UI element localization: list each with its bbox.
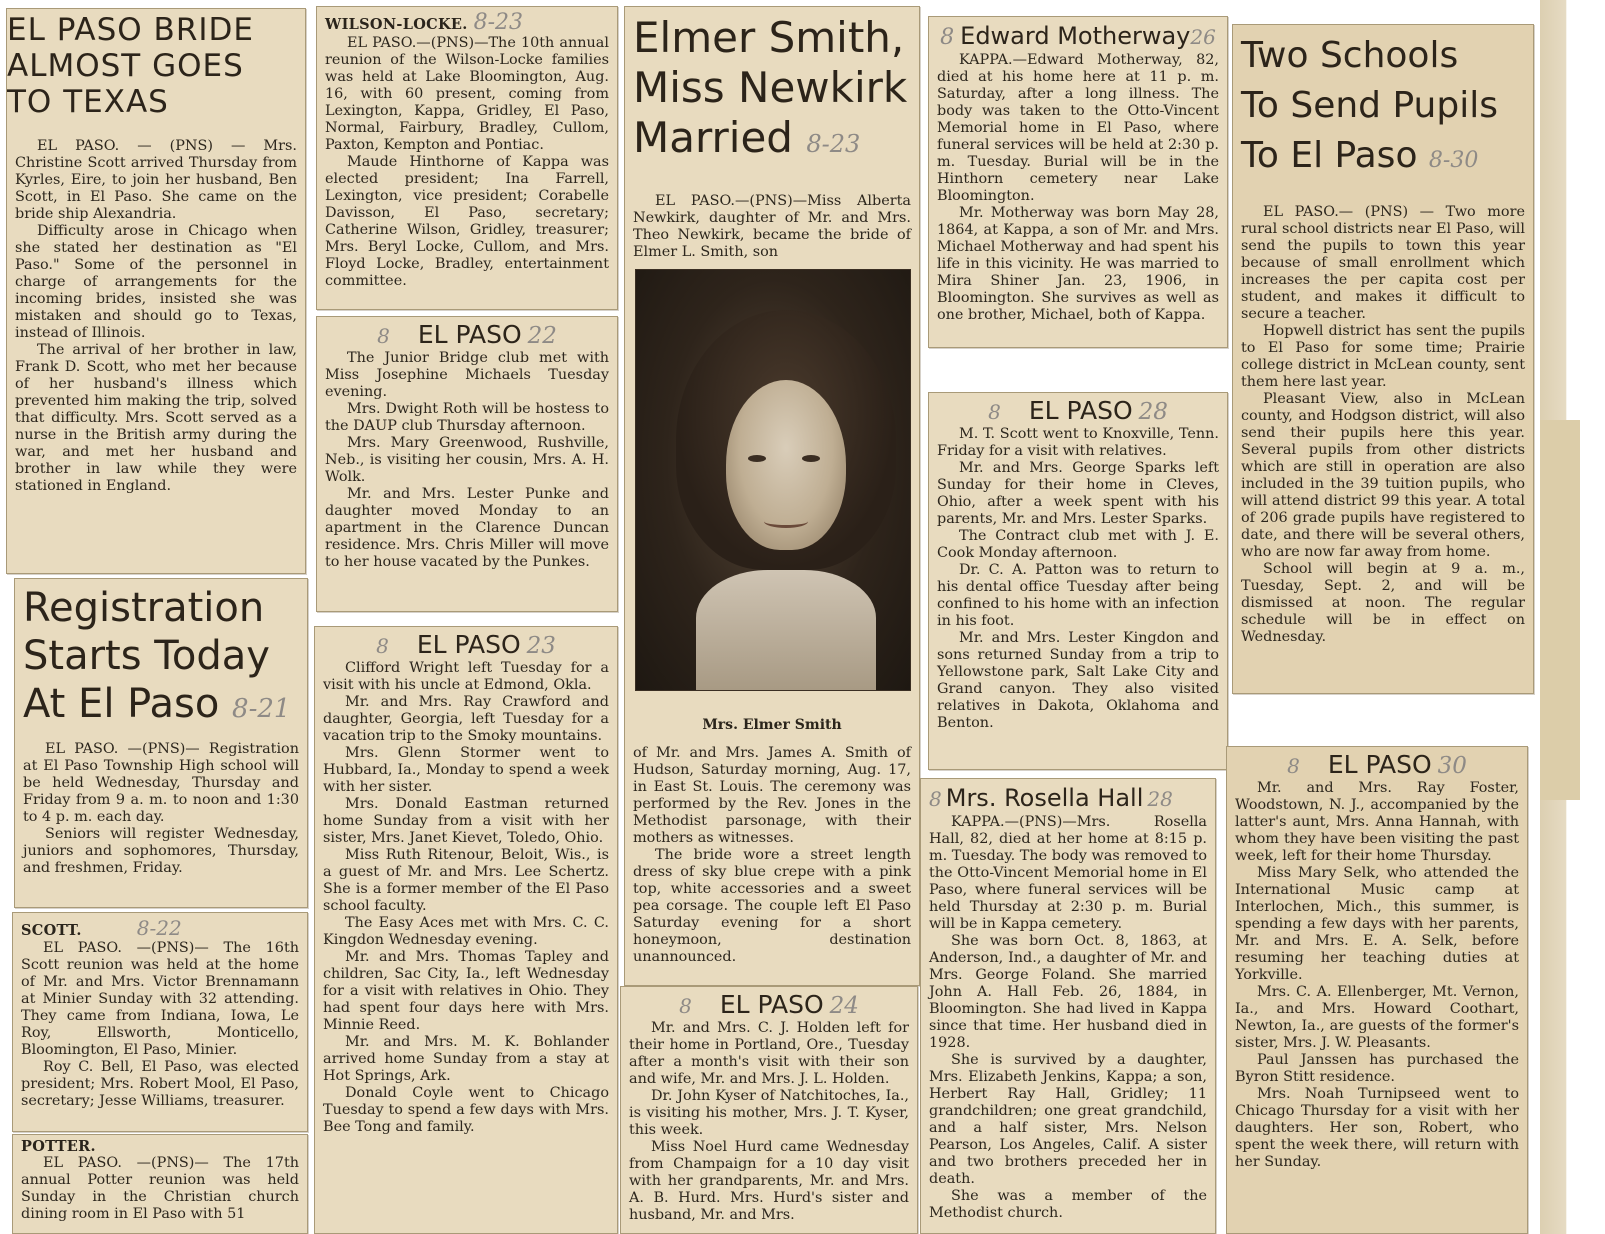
paragraph: Maude Hinthorne of Kappa was elected president; Ina Farrell, Lexington, vice president; Corabelle Davisson, El Paso, secretary; Catherine Wilson, Gridley, treasurer; Mrs. Beryl Locke, Cullom, and Mrs. Floyd Locke, Bradley, entertainment committee. <box>325 154 609 289</box>
registration-clipping <box>14 578 308 908</box>
hall-body <box>929 814 1207 1222</box>
bride-body <box>15 138 297 495</box>
portrait-collar <box>696 570 876 690</box>
paragraph: of Mr. and Mrs. James A. Smith of Hudson, Saturday morning, Aug. 17, in East St. Louis. The ceremony was performed by the Rev. Jones in the Methodist parsonage, with their mothers as witnesses. <box>633 745 911 846</box>
schools-headline-line: Two Schools <box>1241 35 1459 76</box>
motherway-heading <box>937 20 1219 52</box>
paragraph: EL PASO.— (PNS) — Two more rural school districts near El Paso, will send the pupils to town this year because of small enrollment which increases the per capita cost per student, and makes it difficult to secure a teacher. <box>1241 204 1525 322</box>
paragraph: EL PASO. — (PNS) — Mrs. Christine Scott arrived Thursday from Kyrles, Eire, to join her husband, Ben Scott, in El Paso. She came on the bride ship Alexandria. <box>15 138 297 222</box>
scott-clipping <box>12 912 308 1132</box>
paragraph: Mr. Motherway was born May 28, 1864, at Kappa, a son of Mr. and Mrs. Michael Motherway and had spent his life in this vicinity. He was married to Mira Shiner Jan. 23, 1906, in Bloomington. She survives as well as one brother, Michael, both of Kappa. <box>937 205 1219 323</box>
potter-kicker: POTTER. <box>21 1138 96 1155</box>
paragraph: Pleasant View, also in McLean county, and Hodgson district, will also send their pupils here this year. Several pupils from other districts which are still in operation are also included in the 39 tuition pupils, who will attend district 99 this year. A total of 206 grade pupils have registered to date, and there will be several others, who are now far away from home. <box>1241 391 1525 560</box>
paragraph: Mr. and Mrs. C. J. Holden left for their home in Portland, Ore., Tuesday after a month's visit with their son and wife, Mr. and Mrs. J. L. Holden. <box>629 1020 909 1087</box>
paragraph: Roy C. Bell, El Paso, was elected president; Mrs. Robert Mool, El Paso, secretary; Jesse Williams, treasurer. <box>21 1059 299 1109</box>
pencil-mark: 8 <box>376 634 389 658</box>
paragraph: Miss Noel Hurd came Wednesday from Champaign for a 10 day visit with her grandparents, Mr. and Mrs. A. B. Hurd. Mrs. Hurd's sister and husband, Mr. and Mrs. <box>629 1139 909 1223</box>
paragraph: Mr. and Mrs. Ray Foster, Woodstown, N. J., accompanied by the latter's aunt, Mrs. Anna Hannah, with whom they have been visiting the past week, left for their home Thursday. <box>1235 780 1519 864</box>
motherway-title: Edward Motherway <box>960 22 1191 50</box>
paragraph: Mr. and Mrs. Ray Crawford and daughter, Georgia, left Tuesday for a vacation trip to the Smoky mountains. <box>323 694 609 744</box>
registration-headline-text: At El Paso <box>23 681 220 727</box>
paragraph: Dr. John Kyser of Natchitoches, Ia., is visiting his mother, Mrs. J. T. Kyser, this week. <box>629 1088 909 1138</box>
smith-headline-text: Married <box>633 113 793 162</box>
paragraph: The Contract club met with J. E. Cook Monday afternoon. <box>937 528 1219 561</box>
paragraph: EL PASO. —(PNS)— The 16th Scott reunion was held at the home of Mr. and Mrs. Victor Brennamann at Minier Sunday with 32 attending. They came from Indiana, Iowa, Le Roy, Ellsworth, Monticello, Bloomington, El Paso, Minier. <box>21 940 299 1058</box>
schools-headline-line <box>1241 131 1525 186</box>
elpaso30-title: EL PASO <box>1327 750 1432 779</box>
elpaso24-body <box>629 1020 909 1224</box>
elpaso28-heading <box>937 396 1219 426</box>
paragraph: The Junior Bridge club met with Miss Josephine Michaels Tuesday evening. <box>325 350 609 400</box>
paragraph: Mr. and Mrs. Lester Punke and daughter moved Monday to an apartment in the Clarence Duncan residence. Mrs. Chris Miller will move to her house vacated by the Punkes. <box>325 486 609 570</box>
hall-title: Mrs. Rosella Hall <box>945 784 1144 812</box>
paragraph: Mrs. Mary Greenwood, Rushville, Neb., is visiting her cousin, Mrs. A. H. Wolk. <box>325 435 609 485</box>
bride-headline-line: TO TEXAS <box>7 84 169 120</box>
paragraph: Mrs. Glenn Stormer went to Hubbard, Ia., Monday to spend a week with her sister. <box>323 745 609 795</box>
smith-headline-line: Miss Newkirk <box>633 63 908 112</box>
pencil-date: 28 <box>1147 787 1173 811</box>
portrait-mouth <box>764 515 808 528</box>
paragraph: She is survived by a daughter, Mrs. Elizabeth Jenkins, Kappa; a son, Herbert Ray Hall, Gridley; 11 grandchildren; one great grandchild, and a half sister, Mrs. Nelson Pearson, Los Angeles, Calif. A sister and two brothers preceded her in death. <box>929 1052 1207 1187</box>
elpaso28-title: EL PASO <box>1028 396 1133 425</box>
paragraph: Donald Coyle went to Chicago Tuesday to spend a few days with Mrs. Bee Tong and family. <box>323 1085 609 1135</box>
paragraph: She was born Oct. 8, 1863, at Anderson, Ind., a daughter of Mr. and Mrs. George Foland. She married John A. Hall Feb. 26, 1884, in Bloomington. She had lived in Kappa since that time. Her husband died in 1928. <box>929 933 1207 1051</box>
schools-body <box>1241 204 1525 646</box>
paragraph: School will begin at 9 a. m., Tuesday, Sept. 2, and will be dismissed at noon. The regular schedule will be in effect on Wednesday. <box>1241 561 1525 645</box>
registration-headline-line: Registration <box>23 585 265 631</box>
paragraph: Mr. and Mrs. Lester Kingdon and sons returned Sunday from a trip to Yellowstone park, Salt Lake City and Grand canyon. They also visited relatives in Dakota, Oklahoma and Benton. <box>937 630 1219 731</box>
paragraph: Dr. C. A. Patton was to return to his dental office Tuesday after being confined to his home with an infection in his foot. <box>937 562 1219 629</box>
wilson-kicker-line <box>325 10 609 35</box>
paragraph: The bride wore a street length dress of sky blue crepe with a pink top, white accessories and a sweet pea corsage. The couple left El Paso Saturday evening for a short honeymoon, destination unannounced. <box>633 847 911 965</box>
bride-headline-line: ALMOST GOES <box>7 48 244 84</box>
paragraph: Mrs. Noah Turnipseed went to Chicago Thursday for a visit with her daughters. Her son, Robert, who spent the week there, will return with her Sunday. <box>1235 1086 1519 1170</box>
elpaso23-clipping <box>314 626 618 1234</box>
paragraph: M. T. Scott went to Knoxville, Tenn. Friday for a visit with relatives. <box>937 426 1219 459</box>
pencil-date: 26 <box>1190 25 1216 49</box>
portrait-eye <box>748 455 766 462</box>
pencil-date: 8-23 <box>473 10 524 35</box>
photo-caption: Mrs. Elmer Smith <box>702 717 842 733</box>
potter-body <box>21 1155 299 1223</box>
smith-headline-line <box>633 113 911 169</box>
pencil-date: 8-22 <box>136 916 182 940</box>
elpaso24-heading <box>629 990 909 1020</box>
elpaso30-body <box>1235 780 1519 1171</box>
pencil-date: 8-30 <box>1428 148 1479 173</box>
registration-body <box>23 741 299 877</box>
scott-kicker-line <box>21 916 299 940</box>
portrait-eye <box>802 455 820 462</box>
bride-portrait-photo <box>635 269 911 691</box>
paragraph: Mr. and Mrs. Thomas Tapley and children, Sac City, Ia., left Wednesday for a visit with relatives in Ohio. They had spent four days here with Mrs. Minnie Reed. <box>323 949 609 1033</box>
elpaso23-title: EL PASO <box>416 630 521 659</box>
paragraph: KAPPA.—Edward Motherway, 82, died at his home here at 11 p. m. Saturday, after a long illness. The body was taken to the Otto-Vincent Memorial home in El Paso, where funeral services will be held at 2:30 p. m. Tuesday. Burial will be in the Hinthorn cemetery near Lake Bloomington. <box>937 52 1219 204</box>
pencil-mark: 8 <box>1287 754 1300 778</box>
pencil-mark: 8 <box>679 994 692 1018</box>
paragraph: EL PASO. —(PNS)— Registration at El Paso Township High school will be held Wednesday, Thursday and Friday from 9 a. m. to noon and 1:30 to 4 p. m. each day. <box>23 741 299 825</box>
elpaso28-body <box>937 426 1219 732</box>
elpaso24-title: EL PASO <box>719 990 824 1019</box>
pencil-date: 22 <box>527 323 557 349</box>
registration-headline <box>23 584 299 733</box>
bride-headline <box>7 12 297 120</box>
elpaso23-body <box>323 660 609 1136</box>
elpaso30-clipping <box>1226 746 1528 1234</box>
motherway-body <box>937 52 1219 324</box>
smith-headline-line: Elmer Smith, <box>633 13 905 62</box>
paragraph: Paul Janssen has purchased the Byron Stitt residence. <box>1235 1052 1519 1085</box>
paragraph: Hopwell district has sent the pupils to El Paso for some time; Prairie college district in McLean county, sent them here last year. <box>1241 323 1525 390</box>
pencil-date: 23 <box>526 633 556 659</box>
scott-body <box>21 940 299 1110</box>
pencil-date: 30 <box>1437 753 1467 779</box>
paragraph: Difficulty arose in Chicago when she stated her destination as "El Paso." Some of the personnel in charge of arrangements for the incoming brides, insisted she was mistaken and should go to Texas, instead of Illinois. <box>15 223 297 341</box>
pencil-mark: 8 <box>377 324 390 348</box>
torn-paper-fragment <box>1540 420 1580 800</box>
paragraph: Seniors will register Wednesday, juniors and sophomores, Thursday, and freshmen, Friday. <box>23 826 299 876</box>
elpaso22-clipping <box>316 316 618 612</box>
elpaso22-heading <box>325 320 609 350</box>
paragraph: Mr. and Mrs. M. K. Bohlander arrived home Sunday from a stay at Hot Springs, Ark. <box>323 1034 609 1084</box>
paragraph: EL PASO.—(PNS)—Miss Alberta Newkirk, daughter of Mr. and Mrs. Theo Newkirk, became the bride of Elmer L. Smith, son <box>633 193 911 260</box>
hall-clipping <box>920 778 1216 1234</box>
smith-body <box>633 745 911 966</box>
paragraph: Clifford Wright left Tuesday for a visit with his uncle at Edmond, Okla. <box>323 660 609 693</box>
smith-lead <box>633 193 911 261</box>
paragraph: Miss Ruth Ritenour, Beloit, Wis., is a guest of Mr. and Mrs. Lee Schertz. She is a former member of the El Paso school faculty. <box>323 847 609 914</box>
pencil-date: 8-23 <box>806 130 861 158</box>
motherway-clipping <box>928 16 1228 348</box>
wilson-kicker: WILSON-LOCKE. <box>325 16 468 33</box>
bride-clipping <box>6 8 306 574</box>
schools-headline-line: To Send Pupils <box>1241 85 1498 126</box>
scott-kicker: SCOTT. <box>21 922 82 939</box>
registration-headline-line <box>23 680 299 733</box>
wilson-clipping <box>316 6 618 310</box>
potter-clipping <box>12 1134 308 1234</box>
elpaso23-heading <box>323 630 609 660</box>
paragraph: EL PASO. —(PNS)— The 17th annual Potter reunion was held Sunday in the Christian church dining room in El Paso with 51 <box>21 1155 299 1222</box>
paragraph: Mrs. Dwight Roth will be hostess to the DAUP club Thursday afternoon. <box>325 401 609 434</box>
paragraph: The arrival of her brother in law, Frank D. Scott, who met her because of her husband's illness which prevented him making the trip, solved that difficulty. Mrs. Scott served as a nurse in the British army during the war, and met her husband and brother in law while they were stationed in England. <box>15 342 297 494</box>
elpaso30-heading <box>1235 750 1519 780</box>
pencil-mark: 8 <box>988 400 1001 424</box>
pencil-date: 24 <box>829 993 859 1019</box>
elpaso28-clipping <box>928 392 1228 770</box>
elpaso22-body <box>325 350 609 571</box>
paragraph: Mrs. Donald Eastman returned home Sunday from a visit with her sister, Mrs. Janet Kievet, Toledo, Ohio. <box>323 796 609 846</box>
paragraph: Mr. and Mrs. George Sparks left Sunday for their home in Cleves, Ohio, after a week spent with his parents, Mr. and Mrs. Lester Sparks. <box>937 460 1219 527</box>
paragraph: She was a member of the Methodist church. <box>929 1188 1207 1221</box>
paragraph: Mrs. C. A. Ellenberger, Mt. Vernon, Ia., and Mrs. Howard Coothart, Newton, Ia., are guests of the former's sister, Mrs. J. W. Pleasants. <box>1235 984 1519 1051</box>
elpaso24-clipping <box>620 986 918 1234</box>
paragraph: EL PASO.—(PNS)—The 10th annual reunion of the Wilson-Locke families was held at Lake Bloomington, Aug. 16, with 60 present, coming from Lexington, Kappa, Gridley, El Paso, Normal, Fairbury, Bradley, Cullom, Paxton, Kempton and Pontiac. <box>325 35 609 153</box>
paragraph: KAPPA.—(PNS)—Mrs. Rosella Hall, 82, died at her home at 8:15 p. m. Tuesday. The body was removed to the Otto-Vincent Memorial home in El Paso, where funeral services will be held Thursday at 2:30 p. m. Burial will be in Kappa cemetery. <box>929 814 1207 932</box>
registration-headline-line: Starts Today <box>23 633 270 679</box>
pencil-mark: 8 <box>929 787 942 811</box>
pencil-mark: 8 <box>940 25 955 50</box>
elpaso22-title: EL PASO <box>417 320 522 349</box>
schools-headline <box>1241 31 1525 186</box>
paragraph: The Easy Aces met with Mrs. C. C. Kingdon Wednesday evening. <box>323 915 609 948</box>
paragraph: Miss Mary Selk, who attended the International Music camp at Interlochen, Mich., this summer, is spending a few days with her parents, Mr. and Mrs. E. A. Selk, before resuming her teaching duties at Yorkville. <box>1235 865 1519 983</box>
smith-headline <box>633 13 911 169</box>
hall-heading <box>929 782 1207 814</box>
pencil-date: 28 <box>1138 399 1168 425</box>
wilson-body <box>325 35 609 290</box>
schools-clipping <box>1232 24 1534 694</box>
pencil-date: 8-21 <box>232 694 291 724</box>
smith-clipping <box>624 6 920 986</box>
bride-headline-line: EL PASO BRIDE <box>7 12 254 48</box>
schools-headline-text: To El Paso <box>1241 135 1418 176</box>
